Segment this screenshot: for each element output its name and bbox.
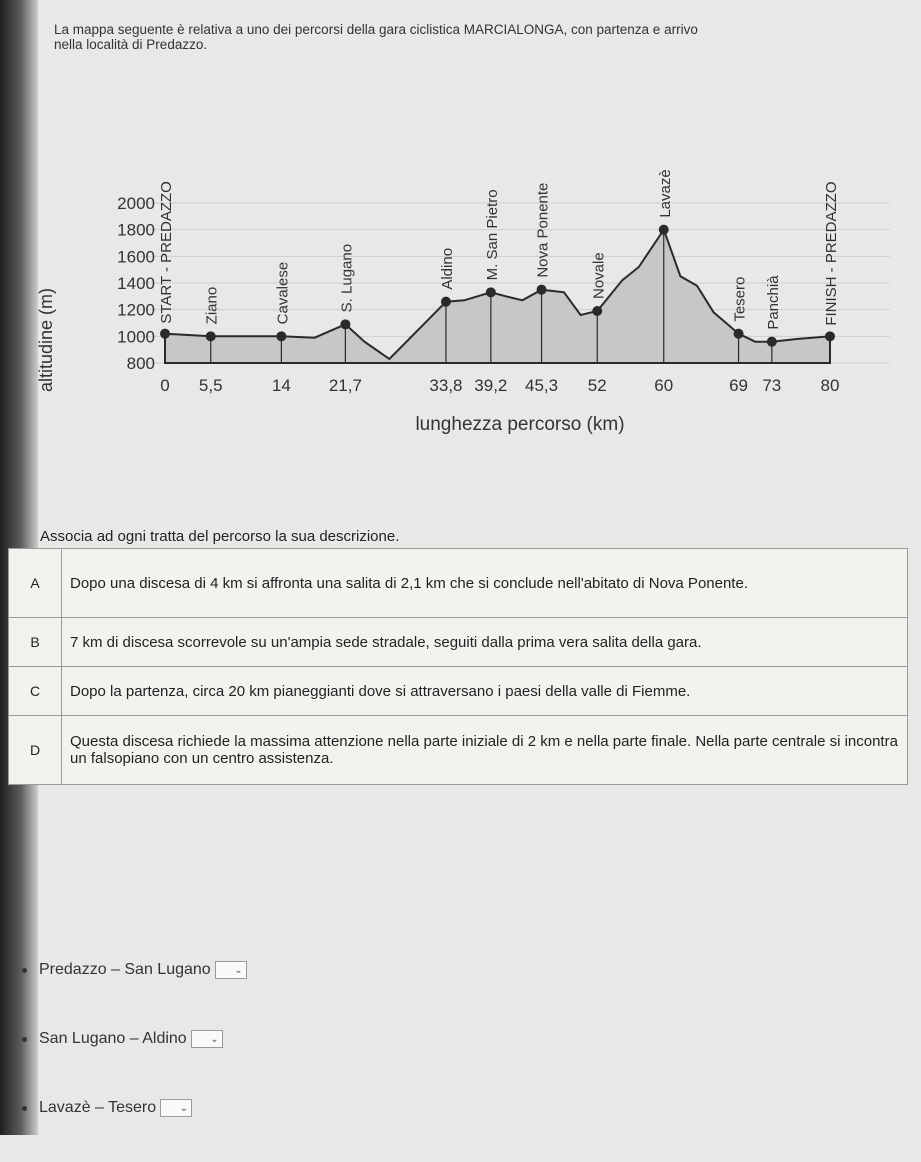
town-label: Tesero	[731, 276, 749, 322]
answer-dropdown[interactable]	[191, 1030, 223, 1048]
x-tick-label: 60	[654, 376, 674, 395]
row-letter: A	[9, 549, 62, 618]
x-tick-label: 5,5	[198, 376, 223, 395]
row-letter: B	[9, 618, 62, 667]
chevron-down-icon: ⌄	[179, 1102, 189, 1114]
x-axis-ticks	[160, 376, 839, 395]
town-label: Novale	[590, 252, 608, 299]
x-axis-label: lunghezza percorso (km)	[415, 414, 625, 435]
question-item	[22, 1093, 247, 1123]
y-tick-label: 1600	[117, 247, 155, 267]
description-row	[9, 716, 908, 785]
town-label: M. San Pietro	[483, 189, 501, 281]
row-description: 7 km di discesa scorrevole su un'ampia sede stradale, seguiti dalla prima vera salita della gara.	[62, 618, 908, 667]
intro-text	[54, 22, 921, 52]
answer-dropdown[interactable]	[160, 1099, 192, 1117]
chevron-down-icon: ⌄	[234, 964, 243, 976]
intro-line-1: La mappa seguente è relativa a uno dei percorsi della gara ciclistica MARCIALONGA, con partenza e arrivo	[54, 22, 698, 37]
description-table	[8, 548, 908, 785]
town-dot	[825, 331, 835, 341]
x-tick-label: 14	[271, 376, 291, 395]
town-label: S. Lugano	[338, 243, 356, 313]
x-tick-label: 73	[762, 376, 782, 395]
town-dot	[340, 319, 350, 329]
y-tick-label: 2000	[117, 194, 155, 213]
y-tick-label: 1000	[117, 327, 155, 347]
row-description: Questa discesa richiede la massima attenzione nella parte iniziale di 2 km e nella parte finale. Nella parte centrale si incontra un falsopiano con un centro assistenza.	[62, 716, 908, 785]
town-label: START - PREDAZZO	[158, 181, 175, 324]
x-tick-label: 69	[729, 376, 749, 395]
question-item	[22, 955, 247, 985]
x-tick-label: 0	[160, 376, 170, 395]
x-tick-label: 39,2	[474, 376, 508, 395]
town-dot	[160, 329, 170, 339]
town-label: Ziano	[203, 286, 221, 325]
town-dot	[592, 306, 602, 316]
bullet-dot	[22, 1106, 27, 1111]
row-letter: C	[9, 667, 62, 716]
town-dot	[486, 287, 496, 297]
answer-dropdown[interactable]	[215, 961, 247, 979]
y-axis-ticks	[117, 194, 155, 373]
description-row	[9, 618, 908, 667]
question-list	[22, 955, 247, 1162]
question-label: Predazzo – San Lugano	[39, 961, 211, 978]
association-instruction: Associa ad ogni tratta del percorso la sua descrizione.	[40, 528, 400, 545]
town-label: Cavalese	[274, 261, 292, 325]
row-description: Dopo una discesa di 4 km si affronta una salita di 2,1 km che si conclude nell'abitato di Nova Ponente.	[62, 549, 908, 618]
town-dot	[537, 285, 547, 295]
altitude-profile-chart	[0, 90, 921, 520]
town-label: Lavazè	[656, 169, 674, 218]
y-tick-label: 1800	[117, 220, 155, 240]
question-item	[22, 1024, 247, 1054]
town-label: Nova Ponente	[534, 182, 552, 278]
town-dot	[276, 331, 286, 341]
bullet-dot	[22, 968, 27, 973]
y-tick-label: 1400	[117, 274, 155, 293]
y-axis-label: altitudine (m)	[36, 287, 56, 393]
town-label: Panchià	[764, 275, 782, 330]
row-description: Dopo la partenza, circa 20 km pianeggianti dove si attraversano i paesi della valle di Fiemme.	[62, 667, 908, 716]
bullet-dot	[22, 1037, 27, 1042]
chevron-down-icon: ⌄	[210, 1033, 219, 1045]
x-tick-label: 80	[820, 376, 840, 395]
x-tick-label: 33,8	[429, 376, 463, 395]
town-label: FINISH - PREDAZZO	[823, 181, 840, 326]
town-dot	[206, 331, 216, 341]
x-tick-label: 52	[587, 376, 607, 395]
town-dot	[767, 337, 777, 347]
description-row	[9, 549, 908, 618]
x-tick-label: 45,3	[525, 376, 559, 395]
intro-line-2: nella località di Predazzo.	[54, 37, 208, 52]
row-letter: D	[9, 716, 62, 785]
y-tick-label: 1200	[117, 300, 155, 320]
y-tick-label: 800	[126, 354, 155, 373]
town-dot	[441, 297, 451, 307]
town-label: Aldino	[438, 247, 456, 290]
question-label: Lavazè – Tesero	[39, 1099, 157, 1116]
question-label: San Lugano – Aldino	[39, 1030, 187, 1047]
description-row	[9, 667, 908, 716]
town-dot	[659, 225, 669, 235]
x-tick-label: 21,7	[328, 376, 362, 395]
town-dot	[734, 329, 744, 339]
